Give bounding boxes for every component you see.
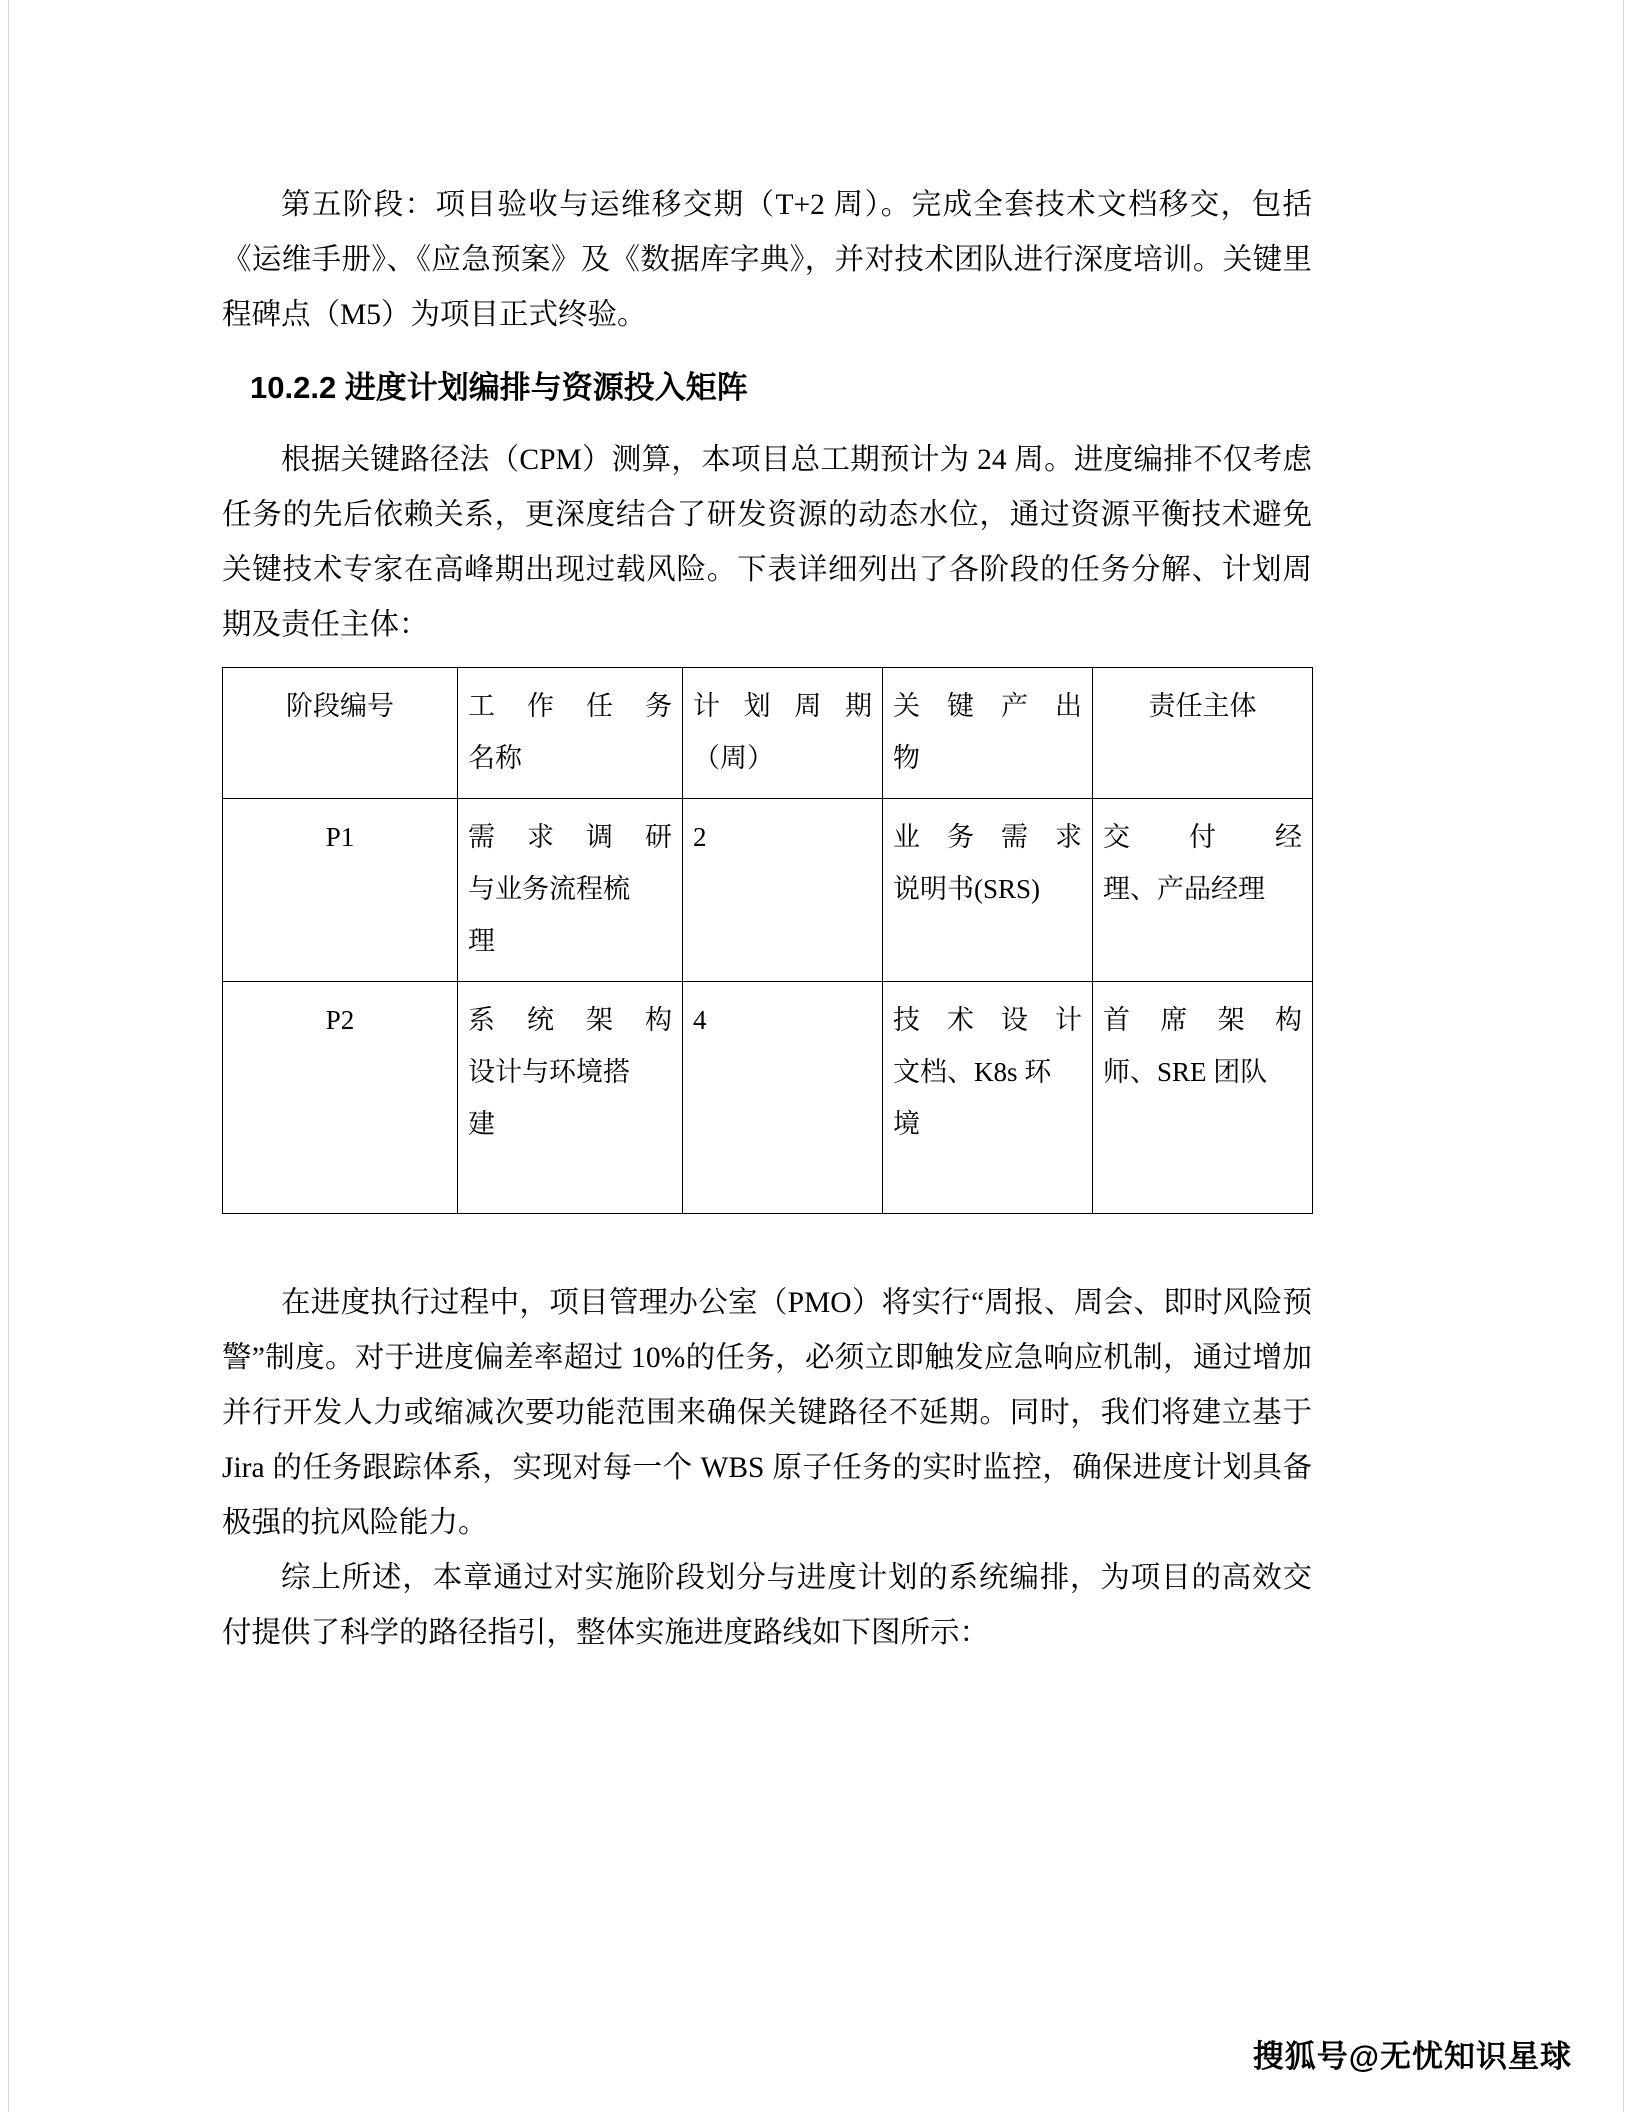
cell-text-line1: 需求调研 — [468, 822, 672, 852]
cell-text-line3: 理 — [468, 926, 495, 956]
table-header-row — [223, 668, 1313, 799]
cell-text-line1: 技术设计 — [893, 1005, 1082, 1035]
page-edge-left — [8, 0, 9, 2112]
table-row — [223, 799, 1313, 982]
cell-text-line2: 设计与环境搭 — [468, 1057, 630, 1087]
table-header-cell-key-output — [883, 668, 1093, 799]
header-text-line1: 关键产出 — [893, 691, 1082, 721]
cell-text-line3: 建 — [468, 1109, 495, 1139]
table-header-cell-duration — [683, 668, 883, 799]
cell-text-line2: 理、产品经理 — [1103, 874, 1265, 904]
table-header-cell-phase-id — [223, 668, 458, 799]
cell-text-line1: 系统架构 — [468, 1005, 672, 1035]
cell-task-name — [458, 799, 683, 982]
cell-text-line2: 师、SRE 团队 — [1103, 1057, 1268, 1087]
cell-owner — [1093, 799, 1313, 982]
cell-key-output — [883, 982, 1093, 1214]
watermark: 搜狐号@无忧知识星球 — [1252, 2039, 1572, 2074]
cell-text-line1: 首席架构 — [1103, 1005, 1302, 1035]
table-row — [223, 982, 1313, 1214]
header-text-line1: 责任主体 — [1148, 691, 1257, 721]
cell-phase-id — [223, 982, 458, 1214]
spacer — [222, 653, 1312, 667]
header-text-line1: 计划周期 — [693, 691, 872, 721]
cell-text: 2 — [693, 822, 707, 852]
page-edge-right — [1623, 0, 1624, 2112]
page-content — [222, 178, 1312, 1661]
section-heading-10-2-2: 10.2.2 进度计划编排与资源投入矩阵 — [250, 370, 748, 405]
cell-text: P1 — [325, 822, 355, 852]
header-text-line1: 工作任务 — [468, 691, 672, 721]
cell-text-line2: 文档、K8s 环 — [893, 1057, 1052, 1087]
paragraph-pmo-process: 在进度执行过程中，项目管理办公室（PMO）将实行“周报、周会、即时风险预警”制度。对于进度偏差率超过 10%的任务，必须立即触发应急响应机制，通过增加并行开发人力或缩减次要功能范围来确保关键路径不延期。同时，我们将建立基于 Jira 的任务跟踪体系，实现对每一个 WBS 原子任务的实时监控，确保进度计划具备极强的抗风险能力。 — [222, 1287, 1312, 1539]
header-text-line1: 阶段编号 — [286, 691, 394, 721]
cell-text-line1: 业务需求 — [893, 822, 1082, 852]
paragraph-cpm-intro: 根据关键路径法（CPM）测算，本项目总工期预计为 24 周。进度编排不仅考虑任务的先后依赖关系，更深度结合了研发资源的动态水位，通过资源平衡技术避免关键技术专家在高峰期出现过载风险。下表详细列出了各阶段的任务分解、计划周期及责任主体： — [222, 444, 1312, 641]
cell-owner — [1093, 982, 1313, 1214]
schedule-resource-table — [222, 667, 1313, 1214]
spacer — [222, 343, 1312, 357]
cell-text: P2 — [325, 1005, 355, 1035]
cell-text-line2: 说明书(SRS) — [893, 874, 1041, 904]
table-header-cell-task-name — [458, 668, 683, 799]
paragraph-summary: 综上所述，本章通过对实施阶段划分与进度计划的系统编排，为项目的高效交付提供了科学的路径指引，整体实施进度路线如下图所示： — [222, 1562, 1312, 1649]
header-text-line2: 名称 — [468, 743, 522, 773]
cell-text-line2: 与业务流程梳 — [468, 874, 630, 904]
paragraph-phase-five: 第五阶段：项目验收与运维移交期（T+2 周）。完成全套技术文档移交，包括《运维手册》、《应急预案》及《数据库字典》，并对技术团队进行深度培训。关键里程碑点（M5）为项目正式终验。 — [222, 189, 1312, 331]
header-text-line2: 物 — [893, 743, 920, 773]
header-text-line2: （周） — [693, 743, 774, 773]
cell-text: 4 — [693, 1005, 707, 1035]
table-header-cell-owner — [1093, 668, 1313, 799]
spacer — [222, 419, 1312, 433]
cell-phase-id — [223, 799, 458, 982]
cell-duration — [683, 982, 883, 1214]
cell-key-output — [883, 799, 1093, 982]
cell-text-line3: 境 — [893, 1109, 920, 1139]
cell-duration — [683, 799, 883, 982]
cell-text-line1: 交付经 — [1103, 822, 1302, 852]
cell-task-name — [458, 982, 683, 1214]
spacer — [222, 1214, 1312, 1276]
